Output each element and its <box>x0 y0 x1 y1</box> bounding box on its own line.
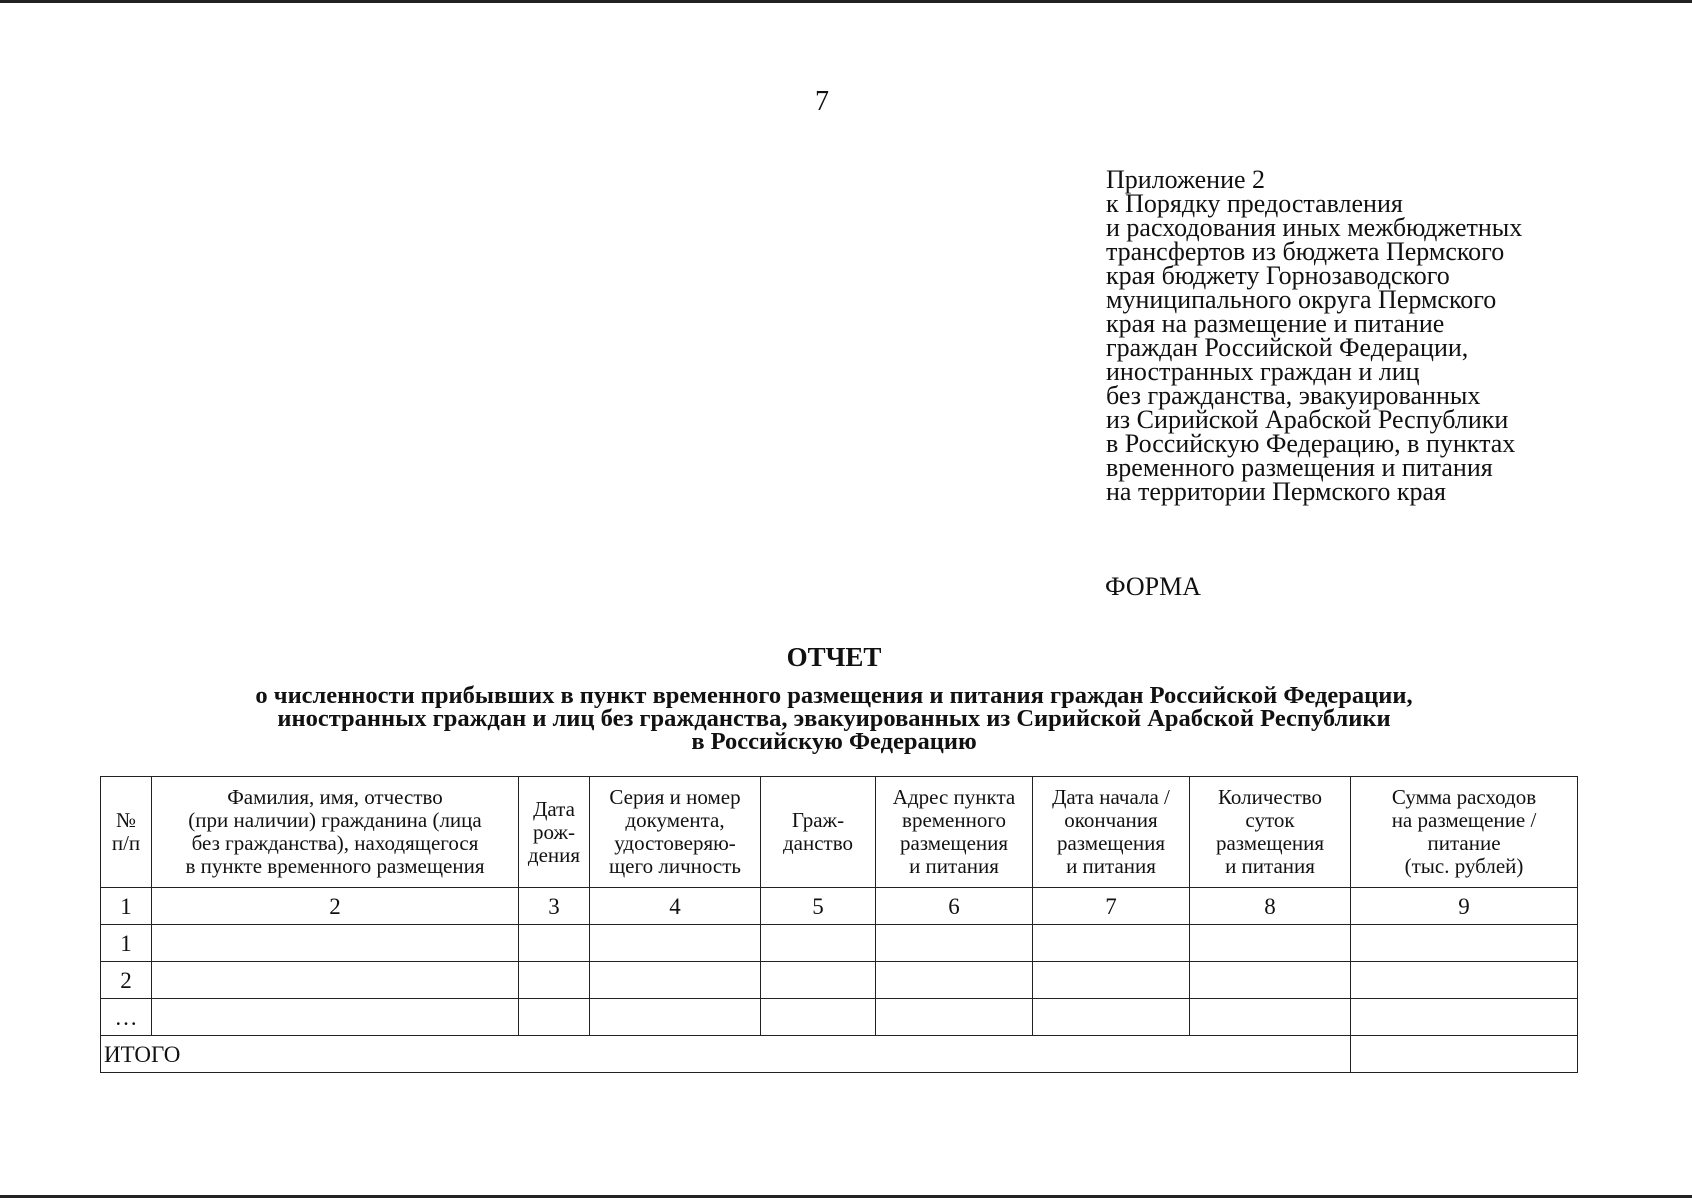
header-cell-document <box>590 777 761 888</box>
header-text: в пункте временного размещения <box>185 854 485 878</box>
column-number-row <box>101 888 1578 925</box>
appendix-line: граждан Российской Федерации, <box>1106 333 1469 362</box>
column-number-cell: 6 <box>876 888 1033 925</box>
appendix-line: Приложение 2 <box>1106 165 1266 194</box>
appendix-line: края на размещение и питание <box>1106 309 1445 338</box>
header-text: Сумма расходов <box>1391 785 1537 809</box>
header-text: и питания <box>909 854 999 878</box>
table-row <box>101 925 1578 962</box>
header-text: рож- <box>533 819 575 844</box>
header-text: дения <box>527 842 581 867</box>
header-text: Адрес пункта <box>892 785 1016 809</box>
header-text: и питания <box>1225 854 1315 878</box>
birthdate-cell[interactable] <box>519 999 590 1036</box>
fullname-cell[interactable] <box>152 999 519 1036</box>
header-text: документа, <box>625 808 725 832</box>
header-cell-address <box>876 777 1033 888</box>
row-number-cell: 2 <box>101 962 152 999</box>
appendix-line: иностранных граждан и лиц <box>1106 357 1420 386</box>
header-text: данство <box>782 831 853 855</box>
header-text: суток <box>1245 808 1295 832</box>
report-subtitle-line: в Российскую Федерацию <box>691 728 977 755</box>
appendix-line: края бюджету Горнозаводского <box>1106 261 1450 290</box>
appendix-line: муниципального округа Пермского <box>1106 285 1497 314</box>
appendix-block <box>1106 165 1523 506</box>
header-text: размещения <box>1056 831 1166 855</box>
days-cell[interactable] <box>1190 962 1351 999</box>
row-number-cell: … <box>101 999 152 1036</box>
header-text: Граж- <box>791 808 845 832</box>
page-number: 7 <box>815 86 829 117</box>
appendix-line: в Российскую Федерацию, в пунктах <box>1106 429 1516 458</box>
header-text: размещения <box>1215 831 1325 855</box>
header-text: Серия и номер <box>609 785 741 809</box>
days-cell[interactable] <box>1190 999 1351 1036</box>
report-title: ОТЧЕТ <box>786 642 882 672</box>
citizenship-cell[interactable] <box>761 999 876 1036</box>
header-text: без гражданства), находящегося <box>191 831 479 855</box>
appendix-line: к Порядку предоставления <box>1106 189 1403 218</box>
expenses-cell[interactable] <box>1351 962 1578 999</box>
scan-edge-top <box>0 0 1692 3</box>
document-cell[interactable] <box>590 962 761 999</box>
appendix-line: трансфертов из бюджета Пермского <box>1106 237 1505 266</box>
total-row <box>101 1036 1578 1073</box>
dates-cell[interactable] <box>1033 925 1190 962</box>
header-text: размещения <box>899 831 1009 855</box>
column-number-cell: 9 <box>1351 888 1578 925</box>
header-cell-fullname <box>152 777 519 888</box>
header-text: Количество <box>1217 785 1323 809</box>
header-text: Дата начала / <box>1052 785 1170 809</box>
appendix-line: и расходования иных межбюджетных <box>1106 213 1523 242</box>
header-text: п/п <box>111 831 141 855</box>
table-header-row <box>101 777 1578 888</box>
column-number-cell: 8 <box>1190 888 1351 925</box>
report-subtitle-line: о численности прибывших в пункт временного размещения и питания граждан Российской Федерации, <box>255 682 1413 709</box>
report-subtitle <box>0 684 1668 753</box>
header-text: (при наличии) гражданина (лица <box>188 808 482 832</box>
dates-cell[interactable] <box>1033 999 1190 1036</box>
header-text: окончания <box>1064 808 1158 832</box>
header-text: (тыс. рублей) <box>1404 854 1524 878</box>
report-table <box>100 776 1578 1073</box>
header-text: № <box>115 808 137 832</box>
appendix-line: временного размещения и питания <box>1106 453 1493 482</box>
column-number-cell: 4 <box>590 888 761 925</box>
total-expenses-cell[interactable] <box>1351 1036 1578 1073</box>
header-text: удостоверяю- <box>614 831 736 855</box>
report-subtitle-line: иностранных граждан и лиц без гражданства, эвакуированных из Сирийской Арабской Республики <box>277 705 1391 732</box>
form-label: ФОРМА <box>1105 572 1201 601</box>
appendix-line: из Сирийской Арабской Республики <box>1106 405 1509 434</box>
scan-edge-bottom <box>0 1195 1692 1198</box>
column-number-cell: 2 <box>152 888 519 925</box>
table-row <box>101 999 1578 1036</box>
fullname-cell[interactable] <box>152 962 519 999</box>
column-number-cell: 5 <box>761 888 876 925</box>
days-cell[interactable] <box>1190 925 1351 962</box>
header-text: Фамилия, имя, отчество <box>227 785 443 809</box>
total-label: ИТОГО <box>101 1036 1351 1073</box>
column-number-cell: 1 <box>101 888 152 925</box>
appendix-line: без гражданства, эвакуированных <box>1106 381 1481 410</box>
table-row <box>101 962 1578 999</box>
header-text: временного <box>902 808 1006 832</box>
header-text: питание <box>1427 831 1501 855</box>
header-cell-days <box>1190 777 1351 888</box>
document-cell[interactable] <box>590 999 761 1036</box>
birthdate-cell[interactable] <box>519 925 590 962</box>
column-number-cell: 3 <box>519 888 590 925</box>
address-cell[interactable] <box>876 962 1033 999</box>
header-text: и питания <box>1066 854 1156 878</box>
header-cell-dates <box>1033 777 1190 888</box>
header-cell-birthdate <box>519 777 590 888</box>
document-cell[interactable] <box>590 925 761 962</box>
fullname-cell[interactable] <box>152 925 519 962</box>
appendix-line: на территории Пермского края <box>1106 477 1446 506</box>
column-number-cell: 7 <box>1033 888 1190 925</box>
citizenship-cell[interactable] <box>761 962 876 999</box>
address-cell[interactable] <box>876 999 1033 1036</box>
row-number-cell: 1 <box>101 925 152 962</box>
header-text: щего личность <box>609 854 741 878</box>
citizenship-cell[interactable] <box>761 925 876 962</box>
expenses-cell[interactable] <box>1351 999 1578 1036</box>
header-text: на размещение / <box>1391 808 1537 832</box>
expenses-cell[interactable] <box>1351 925 1578 962</box>
address-cell[interactable] <box>876 925 1033 962</box>
header-cell-expenses <box>1351 777 1578 888</box>
birthdate-cell[interactable] <box>519 962 590 999</box>
header-cell-citizenship <box>761 777 876 888</box>
dates-cell[interactable] <box>1033 962 1190 999</box>
header-text: Дата <box>533 796 575 821</box>
header-cell-number <box>101 777 152 888</box>
